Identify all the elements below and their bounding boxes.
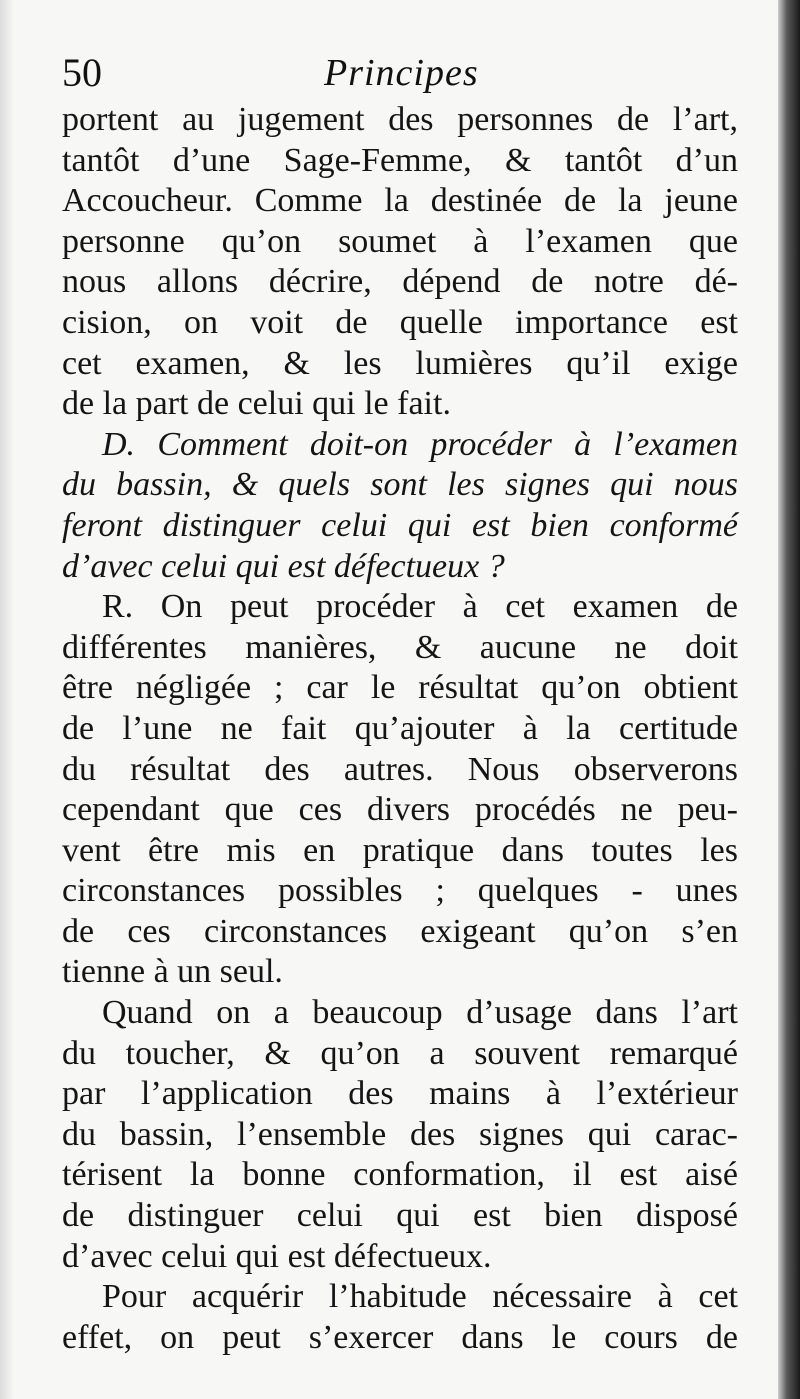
text-line: personne qu’on soumet à l’examen que — [62, 222, 738, 260]
page-right-edge — [778, 0, 800, 1399]
page-left-edge — [0, 0, 14, 1399]
text-line: Quand on a beaucoup d’usage dans l’art — [102, 994, 738, 1032]
paragraph — [62, 993, 738, 1277]
text-line: du bassin, l’ensemble des signes qui carac- — [62, 1115, 738, 1153]
text-line: Accoucheur. Comme la destinée de la jeune — [62, 182, 738, 220]
text-line: d’avec celui qui est défectueux ? — [62, 547, 505, 585]
paragraph — [62, 1277, 738, 1358]
text-line: D. Comment doit-on procéder à l’examen — [102, 425, 738, 463]
text-line: tantôt d’une Sage-Femme, & tantôt d’un — [62, 141, 738, 179]
text-line: vent être mis en pratique dans toutes les — [62, 831, 738, 869]
text-line: être négligée ; car le résultat qu’on obtient — [62, 669, 738, 707]
text-line: tienne à un seul. — [62, 953, 283, 991]
text-line: nous allons décrire, dépend de notre dé- — [62, 263, 738, 301]
text-line: du résultat des autres. Nous observerons — [62, 750, 738, 788]
answer-paragraph — [62, 587, 738, 993]
running-title: Principes — [324, 52, 479, 94]
text-line: de la part de celui qui le fait. — [62, 385, 451, 423]
text-line: cet examen, & les lumières qu’il exige — [62, 344, 738, 382]
question-paragraph — [62, 425, 738, 587]
body-text — [62, 100, 738, 1358]
text-line: de ces circonstances exigeant qu’on s’en — [62, 912, 738, 950]
text-line: différentes manières, & aucune ne doit — [62, 628, 738, 666]
text-line: du toucher, & qu’on a souvent remarqué — [62, 1034, 738, 1072]
page-number: 50 — [62, 50, 102, 95]
text-line: portent au jugement des personnes de l’art, — [62, 101, 738, 138]
text-line: cision, on voit de quelle importance est — [62, 303, 738, 341]
text-line: de distinguer celui qui est bien disposé — [62, 1197, 738, 1235]
paragraph — [62, 100, 738, 425]
text-line: par l’application des mains à l’extérieur — [62, 1075, 738, 1113]
text-line: effet, on peut s’exercer dans le cours de — [62, 1318, 738, 1356]
text-line: térisent la bonne conformation, il est aisé — [62, 1156, 738, 1194]
page-header — [62, 50, 738, 96]
text-line: de l’une ne fait qu’ajouter à la certitude — [62, 709, 738, 747]
text-line: du bassin, & quels sont les signes qui nous — [62, 466, 738, 504]
text-line: feront distinguer celui qui est bien conformé — [62, 506, 738, 544]
text-line: cependant que ces divers procédés ne peu- — [62, 791, 738, 829]
text-line: R. On peut procéder à cet examen de — [102, 588, 738, 626]
text-line: circonstances possibles ; quelques - unes — [62, 872, 738, 910]
text-line: d’avec celui qui est défectueux. — [62, 1237, 492, 1275]
text-line: Pour acquérir l’habitude nécessaire à cet — [102, 1278, 738, 1316]
